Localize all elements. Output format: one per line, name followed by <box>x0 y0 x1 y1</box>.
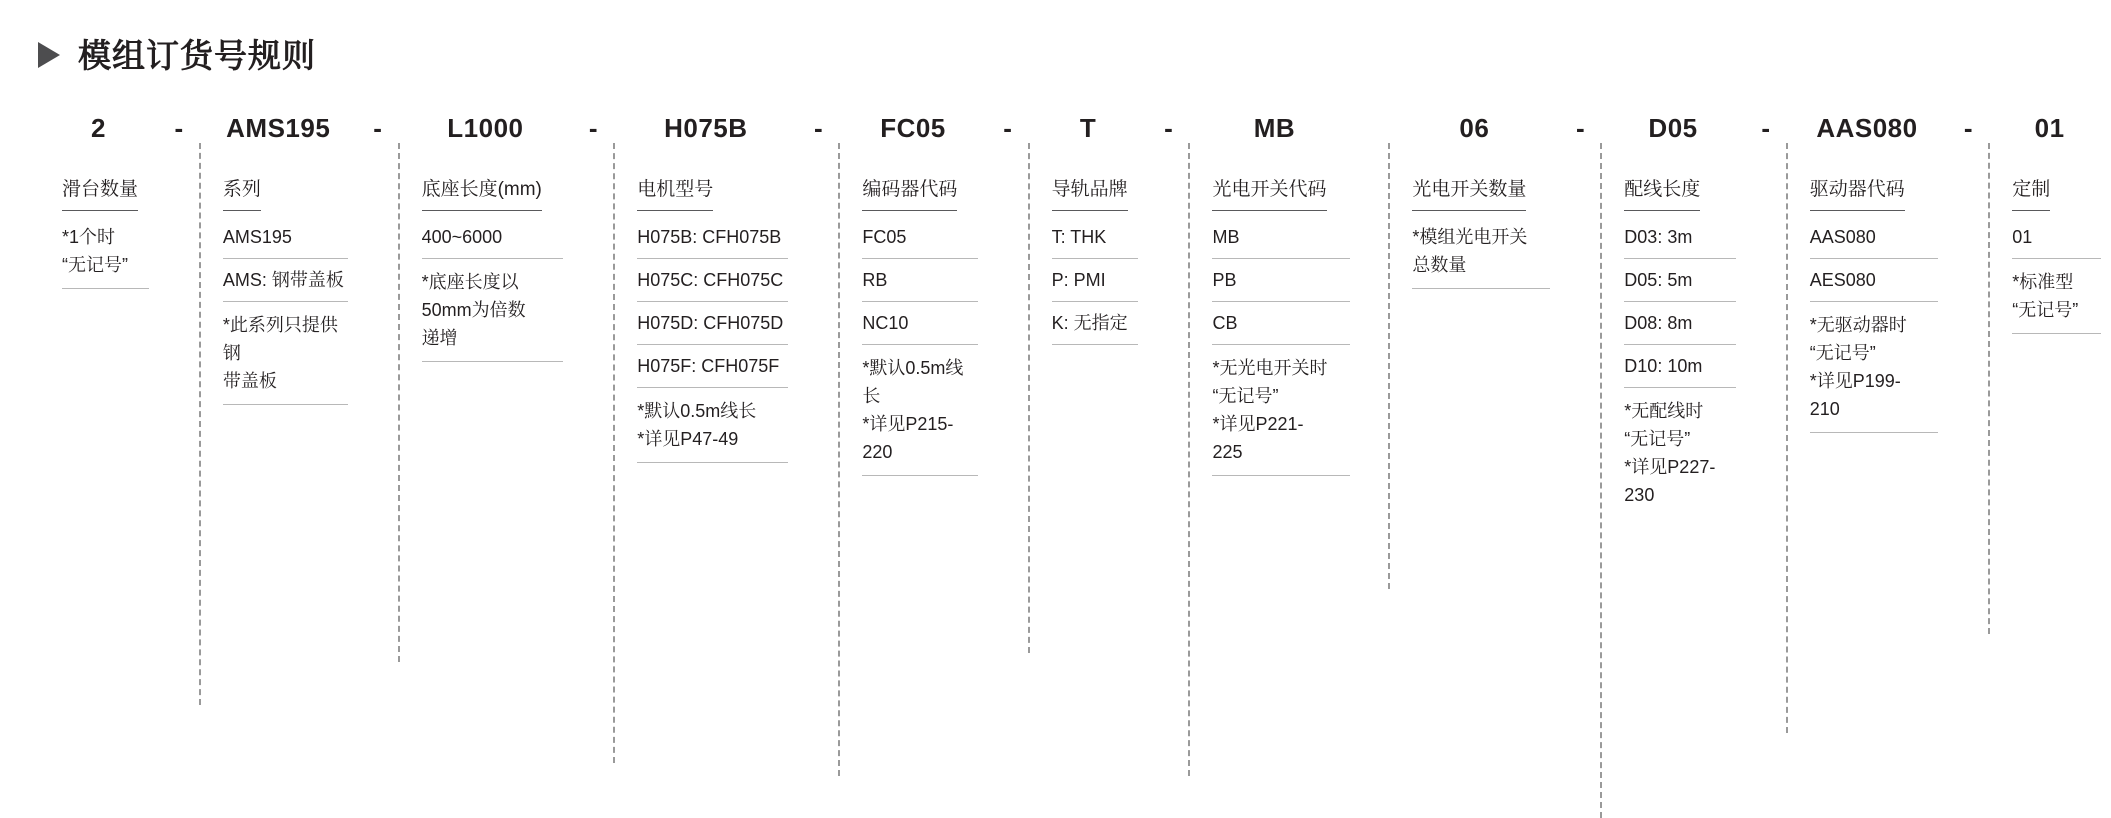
segment-note: *无驱动器时 <box>1809 315 1907 335</box>
segment-option: RB <box>862 267 977 302</box>
segment-label: 系列 <box>223 174 261 211</box>
segment-note: 50mm为倍数 <box>421 299 526 320</box>
segment-note: *此系列只提供钢 <box>222 315 338 363</box>
segment-notes <box>223 312 348 405</box>
segment-note: 210 <box>1809 398 1840 419</box>
segment-notes <box>1212 355 1350 476</box>
segment-label: 光电开关数量 <box>1412 174 1526 211</box>
segment-option: FC05 <box>862 224 977 259</box>
segment-divider-line <box>1028 143 1030 653</box>
segment-option: PB <box>1212 267 1350 302</box>
segment-option: 400~6000 <box>422 224 564 259</box>
segment-label: 导轨品牌 <box>1052 174 1128 211</box>
segment-divider-line <box>1188 143 1190 776</box>
segment-body <box>38 174 159 289</box>
segment-note: *详见P47-49 <box>637 428 739 449</box>
code-segment-10 <box>1988 113 2111 334</box>
segment-body <box>199 174 358 405</box>
segment-code: L1000 <box>447 113 524 143</box>
segment-option: H075C: CFH075C <box>637 267 788 302</box>
segment-divider-line <box>838 143 840 776</box>
segment-option: D03: 3m <box>1624 224 1735 259</box>
code-separator-dash: - <box>1963 113 1973 143</box>
segment-note: 递增 <box>421 327 458 348</box>
segment-option: H075F: CFH075F <box>637 353 788 388</box>
segment-label: 滑台数量 <box>62 174 138 211</box>
segment-body <box>1988 174 2111 334</box>
segment-option: H075D: CFH075D <box>637 310 788 345</box>
segment-note: *默认0.5m线长 <box>637 401 757 421</box>
code-segment-6 <box>1188 113 1360 476</box>
segment-code: 01 <box>2034 113 2065 143</box>
segment-note: “无记号” <box>1212 385 1279 406</box>
segment-note: “无记号” <box>2012 299 2079 320</box>
segment-option: AAS080 <box>1810 224 1938 259</box>
segment-label: 底座长度(mm) <box>422 174 542 211</box>
code-segment-0 <box>38 113 159 289</box>
segment-label: 定制 <box>2012 174 2050 211</box>
segment-note: *详见P199- <box>1809 370 1901 391</box>
code-segment-5 <box>1028 113 1149 353</box>
code-segment-2 <box>398 113 574 362</box>
segment-option: AMS: 钢带盖板 <box>223 267 348 302</box>
code-separator-dash: - <box>1164 113 1173 143</box>
code-segment-7 <box>1388 113 1560 289</box>
page-title-row <box>0 0 2111 77</box>
segment-code: FC05 <box>880 113 946 143</box>
segment-label: 驱动器代码 <box>1810 174 1905 211</box>
segment-note: 230 <box>1624 484 1655 505</box>
segment-code: MB <box>1253 113 1296 143</box>
segment-note: *无配线时 <box>1624 401 1704 421</box>
segment-divider-line <box>1786 143 1788 733</box>
segment-note: *模组光电开关 <box>1412 227 1528 247</box>
segment-code: H075B <box>664 113 748 143</box>
segment-note: “无记号” <box>1809 342 1876 363</box>
segment-option: K: 无指定 <box>1052 310 1139 345</box>
segment-body <box>1028 174 1149 353</box>
segment-notes <box>1624 398 1735 518</box>
page-title: 模组订货号规则 <box>78 37 316 74</box>
segment-note: *详见P215- <box>862 413 954 434</box>
order-code-diagram <box>0 113 2111 518</box>
segment-option: D10: 10m <box>1624 353 1735 388</box>
segment-label: 光电开关代码 <box>1212 174 1326 211</box>
segment-code: D05 <box>1648 113 1698 143</box>
code-segment-8 <box>1600 113 1745 518</box>
segment-note: “无记号” <box>62 254 128 275</box>
code-separator-dash: - <box>1003 113 1012 143</box>
code-separator-dash: - <box>1575 113 1585 143</box>
segment-code: AMS195 <box>226 113 331 143</box>
segment-option: D05: 5m <box>1624 267 1735 302</box>
segment-notes <box>862 355 977 476</box>
code-separator-dash: - <box>1761 113 1771 143</box>
segment-label: 编码器代码 <box>862 174 957 211</box>
code-segment-3 <box>613 113 798 463</box>
segment-option: AES080 <box>1810 267 1938 302</box>
segment-option: D08: 8m <box>1624 310 1735 345</box>
segment-body <box>1188 174 1360 476</box>
segment-note: *默认0.5m线 <box>862 358 964 378</box>
segment-body <box>398 174 574 362</box>
code-segment-9 <box>1786 113 1948 433</box>
code-separator-dash: - <box>174 113 184 143</box>
segment-notes <box>1810 312 1938 433</box>
segment-note: 长 <box>862 385 881 406</box>
code-segment-1 <box>199 113 358 405</box>
segment-option: MB <box>1212 224 1350 259</box>
code-separator-dash: - <box>814 113 823 143</box>
segment-option: 01 <box>2012 224 2101 259</box>
segment-divider-line <box>199 143 201 705</box>
segment-code: 06 <box>1459 113 1490 143</box>
segment-note: *无光电开关时 <box>1212 358 1328 378</box>
segment-note: 225 <box>1212 441 1243 462</box>
segment-note: *1个时 <box>62 227 116 247</box>
segment-body <box>1786 174 1948 433</box>
segment-note: *详见P221- <box>1212 413 1304 434</box>
segment-option: AMS195 <box>223 224 348 259</box>
segment-note: 带盖板 <box>222 370 277 391</box>
code-separator-dash: - <box>373 113 382 143</box>
segment-divider-line <box>1600 143 1602 818</box>
segment-label: 配线长度 <box>1624 174 1700 211</box>
segment-note: “无记号” <box>1624 428 1691 449</box>
segment-option: NC10 <box>862 310 977 345</box>
segment-option: CB <box>1212 310 1350 345</box>
segment-code: AAS080 <box>1816 113 1918 143</box>
segment-notes <box>2012 269 2101 334</box>
segment-label: 电机型号 <box>637 174 713 211</box>
segment-note: 总数量 <box>1412 254 1467 275</box>
segment-notes <box>637 398 788 463</box>
segment-note: *底座长度以 <box>421 272 519 292</box>
segment-notes <box>422 269 564 362</box>
segment-code: T <box>1079 113 1097 143</box>
segment-note: 220 <box>862 441 893 462</box>
segment-option: T: THK <box>1052 224 1139 259</box>
code-segment-4 <box>838 113 987 476</box>
segment-divider-line <box>613 143 615 763</box>
segment-divider-line <box>398 143 400 662</box>
code-separator-dash: - <box>588 113 598 143</box>
segment-option: H075B: CFH075B <box>637 224 788 259</box>
segment-note: *标准型 <box>2012 272 2074 292</box>
segment-option: P: PMI <box>1052 267 1139 302</box>
segment-divider-line <box>1388 143 1390 589</box>
segment-body <box>838 174 987 476</box>
segment-body <box>1600 174 1745 518</box>
segment-divider-line <box>1988 143 1990 634</box>
segment-notes <box>1412 224 1550 289</box>
segment-notes <box>62 224 149 289</box>
triangle-right-icon <box>38 42 60 68</box>
segment-body <box>613 174 798 463</box>
segment-body <box>1388 174 1560 289</box>
segment-note: *详见P227- <box>1624 456 1716 477</box>
segment-code: 2 <box>90 113 106 143</box>
